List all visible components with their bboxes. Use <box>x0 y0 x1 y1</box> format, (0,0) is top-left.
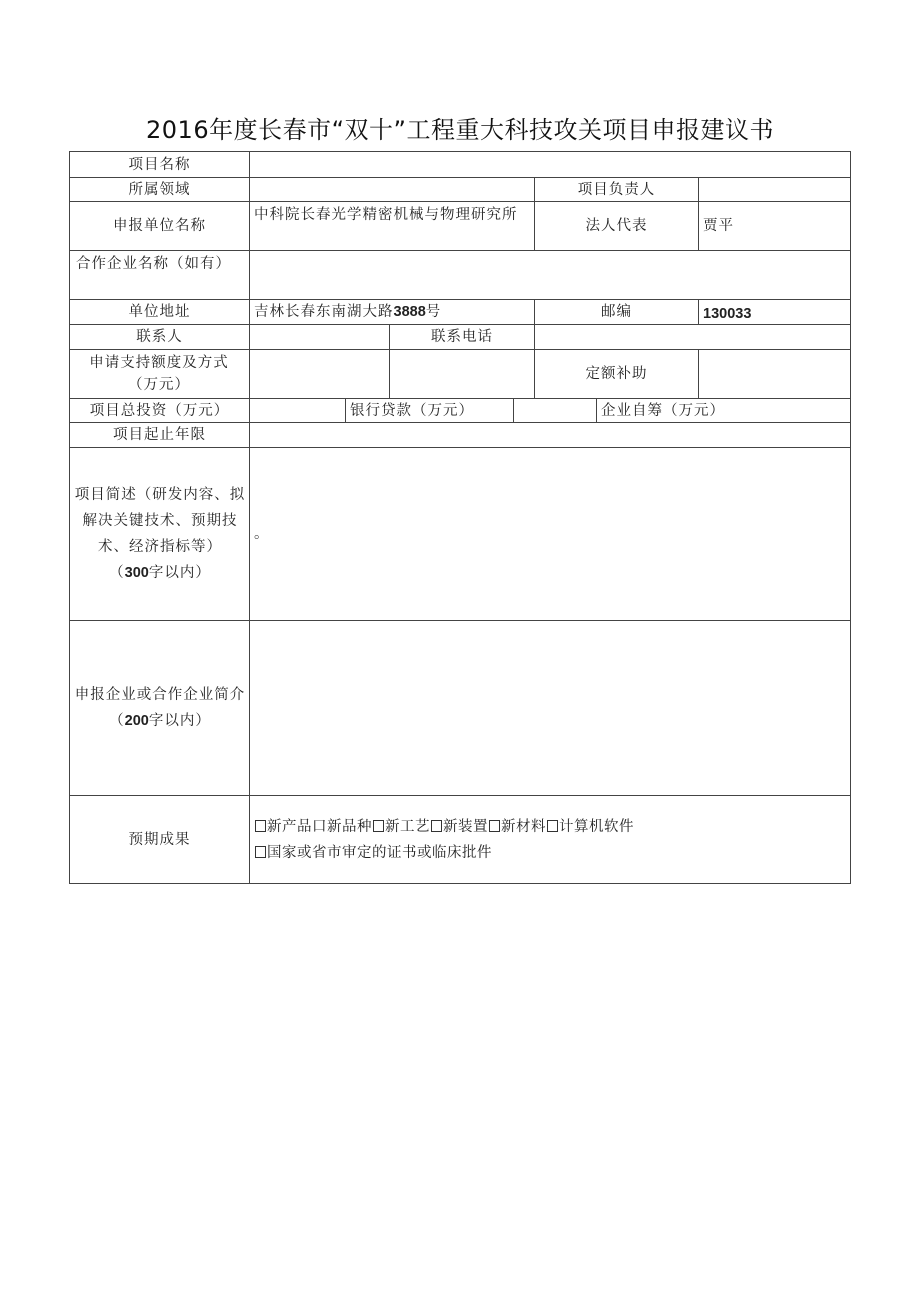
leader-label: 项目负责人 <box>577 181 656 198</box>
total-invest-label: 项目总投资（万元） <box>89 402 230 419</box>
intro-label: 申报企业或合作企业简介（200字以内） <box>74 687 246 729</box>
phone-field[interactable] <box>535 325 850 349</box>
contact-label: 联系人 <box>136 329 183 345</box>
address-text: 吉林长春东南湖大路 <box>254 304 394 320</box>
partner-label: 合作企业名称（如有） <box>76 256 231 272</box>
address-label: 单位地址 <box>128 304 191 320</box>
support-mode: 定额补助 <box>585 366 648 382</box>
project-name-field[interactable] <box>250 152 850 177</box>
address-field[interactable] <box>250 300 534 324</box>
field-label: 所属领域 <box>128 181 191 198</box>
checkbox-new-material[interactable] <box>489 820 500 832</box>
phone-label: 联系电话 <box>431 329 493 345</box>
leader-field[interactable] <box>699 178 850 201</box>
checkbox-new-product[interactable] <box>255 820 266 832</box>
applicant-label: 申报单位名称 <box>113 218 206 234</box>
summary-label: 项目简述（研发内容、拟解决关键技术、预期技术、经济指标等） <box>74 487 246 555</box>
checkbox-software[interactable] <box>547 820 558 832</box>
checkbox-new-device[interactable] <box>431 820 442 832</box>
outcome-options-line2: 国家或省市审定的证书或临床批件 <box>254 840 492 866</box>
support-amount-field[interactable] <box>250 350 389 398</box>
outcome-options <box>250 812 850 868</box>
bank-loan-label: 银行贷款（万元） <box>350 402 474 419</box>
period-label: 项目起止年限 <box>113 427 206 443</box>
summary-label-block <box>72 448 248 620</box>
support-label: 申请支持额度及方式（万元） <box>89 355 229 393</box>
summary-field[interactable]: 。 <box>254 526 270 542</box>
field-field[interactable] <box>250 178 534 201</box>
bank-loan-field[interactable] <box>514 399 596 422</box>
checkbox-certificate[interactable] <box>255 846 266 858</box>
address-suffix: 号 <box>425 304 442 320</box>
postcode-field[interactable]: 130033 <box>703 306 752 322</box>
partner-field[interactable] <box>250 251 850 299</box>
applicant-field[interactable]: 中科院长春光学精密机械与物理研究所 <box>254 207 518 223</box>
outcome-options-line1: 新产品口新品种 新工艺 新装置 新材料 计算机软件 <box>254 814 634 840</box>
outcome-label: 预期成果 <box>128 831 191 848</box>
postcode-label: 邮编 <box>601 304 632 320</box>
project-name-label: 项目名称 <box>128 156 191 173</box>
total-invest-field[interactable] <box>250 399 345 422</box>
support-mode-field[interactable] <box>699 350 850 398</box>
legal-rep-label: 法人代表 <box>585 218 648 234</box>
legal-rep-field[interactable]: 贾平 <box>703 218 734 234</box>
intro-field[interactable] <box>250 621 850 795</box>
checkbox-new-process[interactable] <box>373 820 384 832</box>
address-number: 3888 <box>393 304 426 320</box>
page-title: 2016年度长春市“双十”工程重大科技攻关项目申报建议书 <box>146 116 774 144</box>
summary-limit: （300字以内） <box>109 565 211 581</box>
contact-field[interactable] <box>250 325 389 349</box>
self-fund-label: 企业自筹（万元） <box>601 402 725 419</box>
period-field[interactable] <box>250 423 850 447</box>
support-extra-field[interactable] <box>390 350 534 398</box>
